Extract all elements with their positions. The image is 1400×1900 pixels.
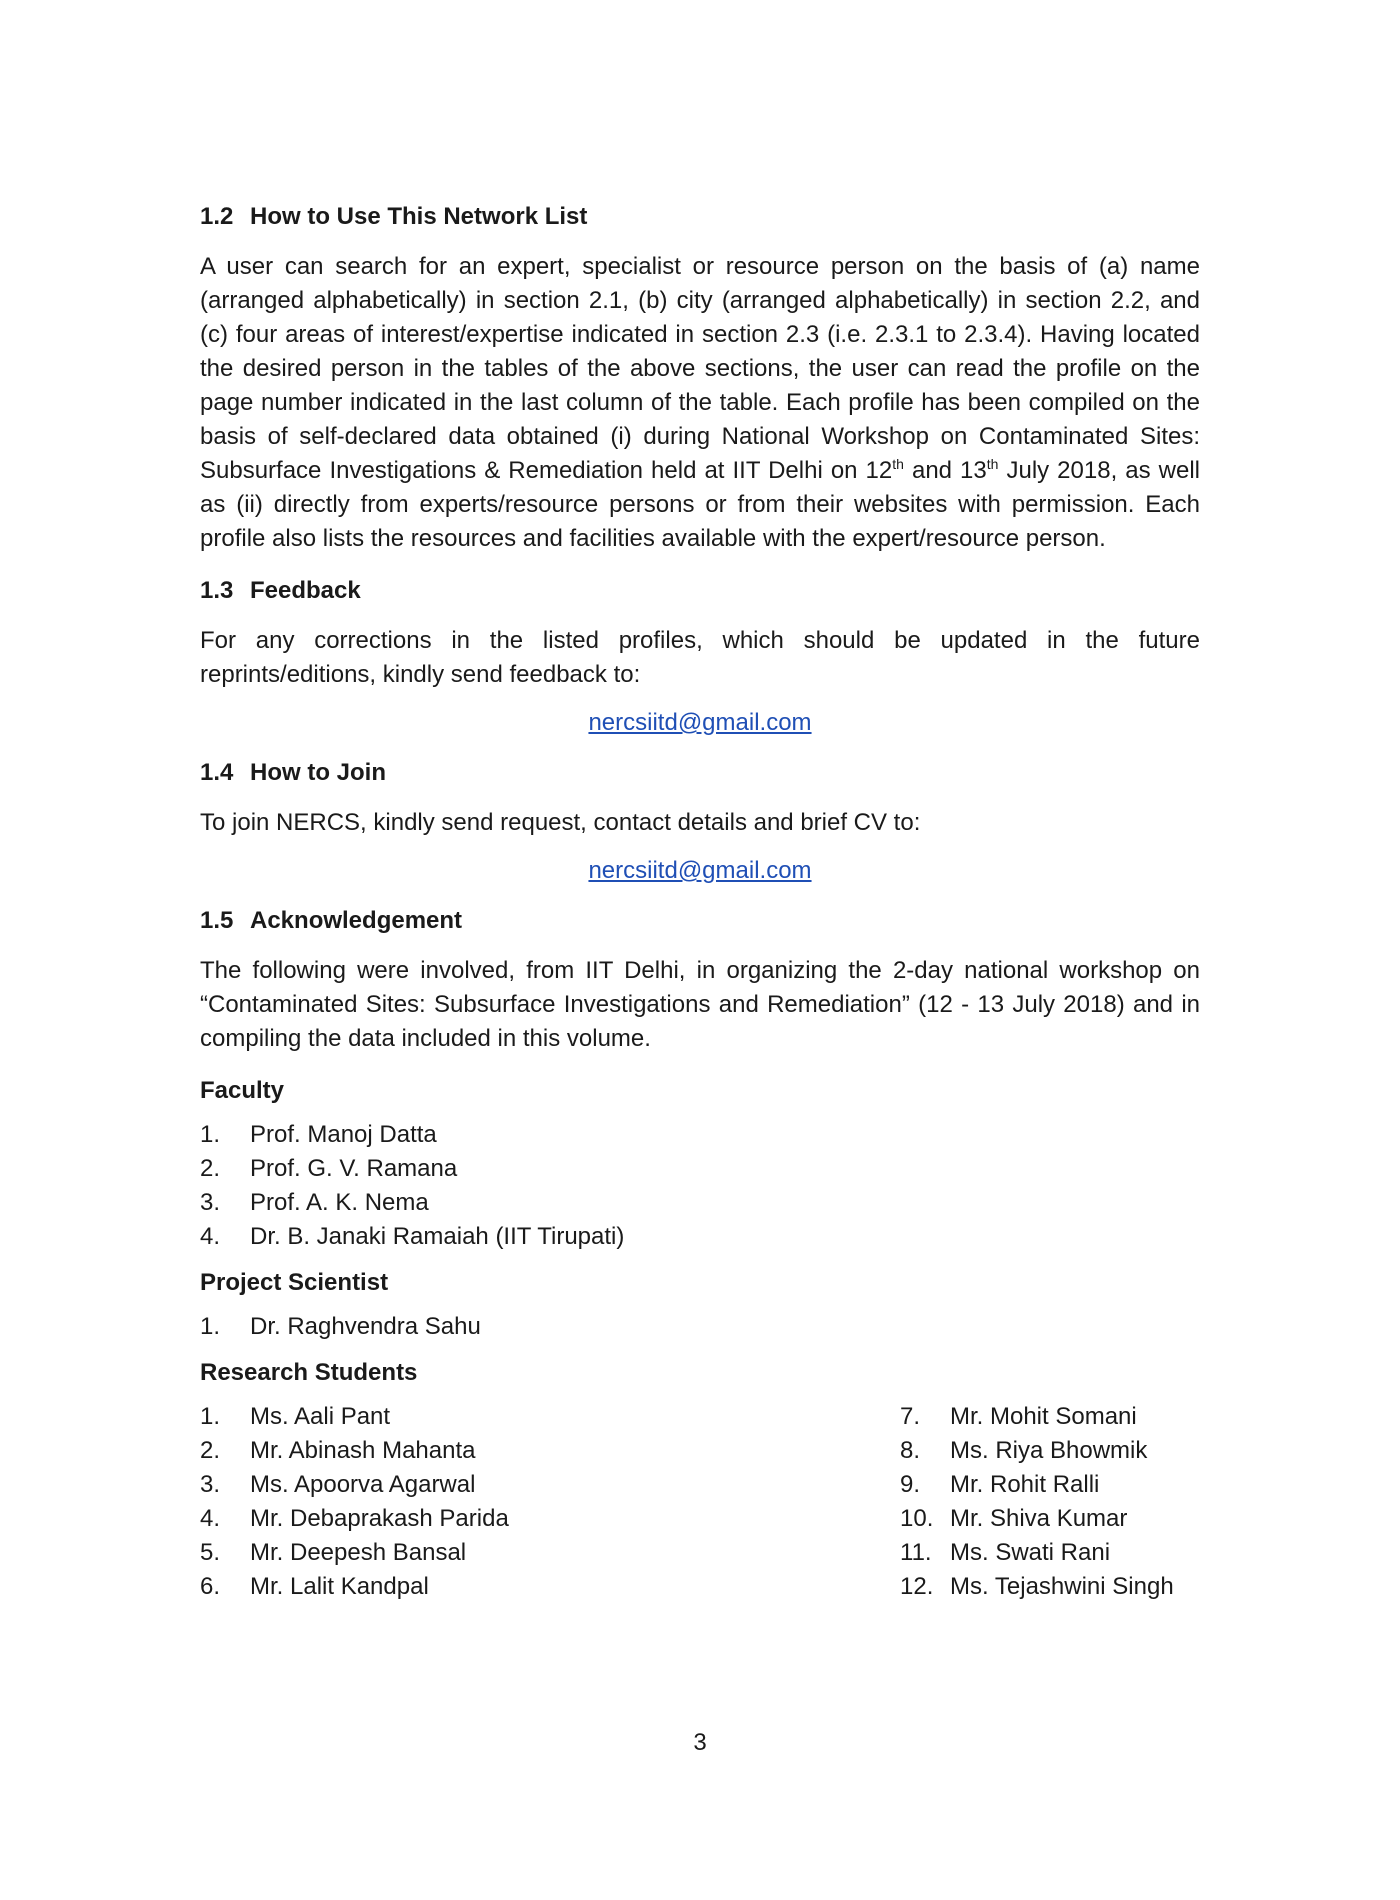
list-index: 9.: [900, 1471, 921, 1498]
list-index: 3.: [200, 1471, 221, 1498]
section-heading-how-to-use: [200, 200, 1200, 234]
list-index: 2.: [200, 1437, 221, 1464]
person-name: Mr. Debaprakash Parida: [250, 1505, 509, 1532]
research-students-columns: [200, 1400, 1200, 1616]
join-email-line: [200, 854, 1200, 888]
list-index: 7.: [900, 1403, 921, 1430]
para-text: July 2018, as well as (ii) directly from experts/resource persons or from their websites with permission. Each profile also lists the resources and facilities available with the expert/resource person.: [200, 457, 1200, 552]
section-title: Acknowledgement: [250, 907, 463, 934]
person-name: Ms. Swati Rani: [950, 1539, 1111, 1566]
section-title: How to Join: [250, 759, 386, 786]
person-name: Mr. Deepesh Bansal: [250, 1539, 467, 1566]
list-item: [900, 1434, 1200, 1468]
list-item: [900, 1536, 1200, 1570]
superscript: th: [986, 456, 999, 472]
list-index: 2.: [200, 1155, 221, 1182]
document-page: [200, 200, 1200, 1616]
feedback-paragraph: For any corrections in the listed profiles, which should be updated in the future reprints/editions, kindly send feedback to:: [200, 627, 1200, 688]
superscript: th: [892, 456, 904, 472]
list-index: 8.: [900, 1437, 921, 1464]
person-name: Mr. Lalit Kandpal: [250, 1573, 429, 1600]
faculty-list: [200, 1118, 1200, 1254]
research-students-list-left: [200, 1400, 700, 1604]
list-index: 1.: [200, 1313, 221, 1340]
list-item: [900, 1468, 1200, 1502]
feedback-email-line: [200, 706, 1200, 740]
section-heading-how-to-join: [200, 756, 1200, 790]
feedback-email-link[interactable]: nercsiitd@gmail.com: [588, 709, 812, 736]
person-name: Mr. Abinash Mahanta: [250, 1437, 476, 1464]
person-name: Ms. Aali Pant: [250, 1403, 391, 1430]
person-name: Ms. Apoorva Agarwal: [250, 1471, 476, 1498]
section-title: How to Use This Network List: [250, 203, 588, 230]
person-name: Dr. B. Janaki Ramaiah (IIT Tirupati): [250, 1223, 625, 1250]
list-item: [200, 1536, 700, 1570]
list-item: [900, 1400, 1200, 1434]
project-scientist-heading: Project Scientist: [200, 1269, 389, 1296]
list-index: 3.: [200, 1189, 221, 1216]
person-name: Prof. Manoj Datta: [250, 1121, 437, 1148]
list-item: [200, 1434, 700, 1468]
list-index: 1.: [200, 1121, 221, 1148]
list-index: 4.: [200, 1223, 221, 1250]
person-name: Dr. Raghvendra Sahu: [250, 1313, 481, 1340]
list-item: [200, 1502, 700, 1536]
section-title: Feedback: [250, 577, 361, 604]
research-students-heading: Research Students: [200, 1359, 418, 1386]
list-index: 1.: [200, 1403, 221, 1430]
join-email-link[interactable]: nercsiitd@gmail.com: [588, 857, 812, 884]
para-text: A user can search for an expert, specialist or resource person on the basis of (a) name (arranged alphabetically) in section 2.1, (b) city (arranged alphabetically) in section 2.2, and (c) four areas of interest/expertise indicated in section 2.3 (i.e. 2.3.1 to 2.3.4). Having located the desired person in the tables of the above sections, the user can read the profile on the page number indicated in the last column of the table. Each profile has been compiled on the basis of self-declared data obtained (i) during National Workshop on Contaminated Sites: Subsurface Investigations & Remediation held at IIT Delhi on 12: [200, 253, 1200, 484]
list-index: 5.: [200, 1539, 221, 1566]
list-item: [200, 1220, 1200, 1254]
list-item: [900, 1570, 1200, 1604]
list-item: [200, 1468, 700, 1502]
person-name: Mr. Mohit Somani: [950, 1403, 1137, 1430]
section-number: 1.2: [200, 203, 234, 230]
person-name: Ms. Tejashwini Singh: [950, 1573, 1174, 1600]
list-index: 4.: [200, 1505, 221, 1532]
para-text: and 13: [903, 457, 987, 484]
person-name: Mr. Rohit Ralli: [950, 1471, 1100, 1498]
person-name: Ms. Riya Bhowmik: [950, 1437, 1148, 1464]
list-index: 10.: [900, 1505, 934, 1532]
research-students-list-right: [700, 1400, 1200, 1604]
list-item: [200, 1118, 1200, 1152]
person-name: Mr. Shiva Kumar: [950, 1505, 1128, 1532]
section-heading-acknowledgement: [200, 904, 1200, 938]
join-paragraph: To join NERCS, kindly send request, contact details and brief CV to:: [200, 809, 921, 836]
list-item: [200, 1310, 1200, 1344]
acknowledgement-paragraph: The following were involved, from IIT Delhi, in organizing the 2-day national workshop on “Contaminated Sites: Subsurface Investigations and Remediation” (12 - 13 July 2018) and in compiling the data included in this volume.: [200, 957, 1200, 1052]
project-scientist-list: [200, 1310, 1200, 1344]
faculty-heading: Faculty: [200, 1077, 285, 1104]
section-number: 1.5: [200, 907, 234, 934]
page-number: 3: [693, 1729, 707, 1756]
person-name: Prof. G. V. Ramana: [250, 1155, 458, 1182]
person-name: Prof. A. K. Nema: [250, 1189, 429, 1216]
list-index: 6.: [200, 1573, 221, 1600]
section-heading-feedback: [200, 574, 1200, 608]
list-item: [200, 1152, 1200, 1186]
section-number: 1.3: [200, 577, 234, 604]
list-item: [200, 1400, 700, 1434]
list-index: 12.: [900, 1573, 934, 1600]
list-item: [900, 1502, 1200, 1536]
list-item: [200, 1570, 700, 1604]
list-item: [200, 1186, 1200, 1220]
section-number: 1.4: [200, 759, 234, 786]
list-index: 11.: [900, 1539, 932, 1566]
how-to-use-paragraph: [200, 250, 1200, 556]
